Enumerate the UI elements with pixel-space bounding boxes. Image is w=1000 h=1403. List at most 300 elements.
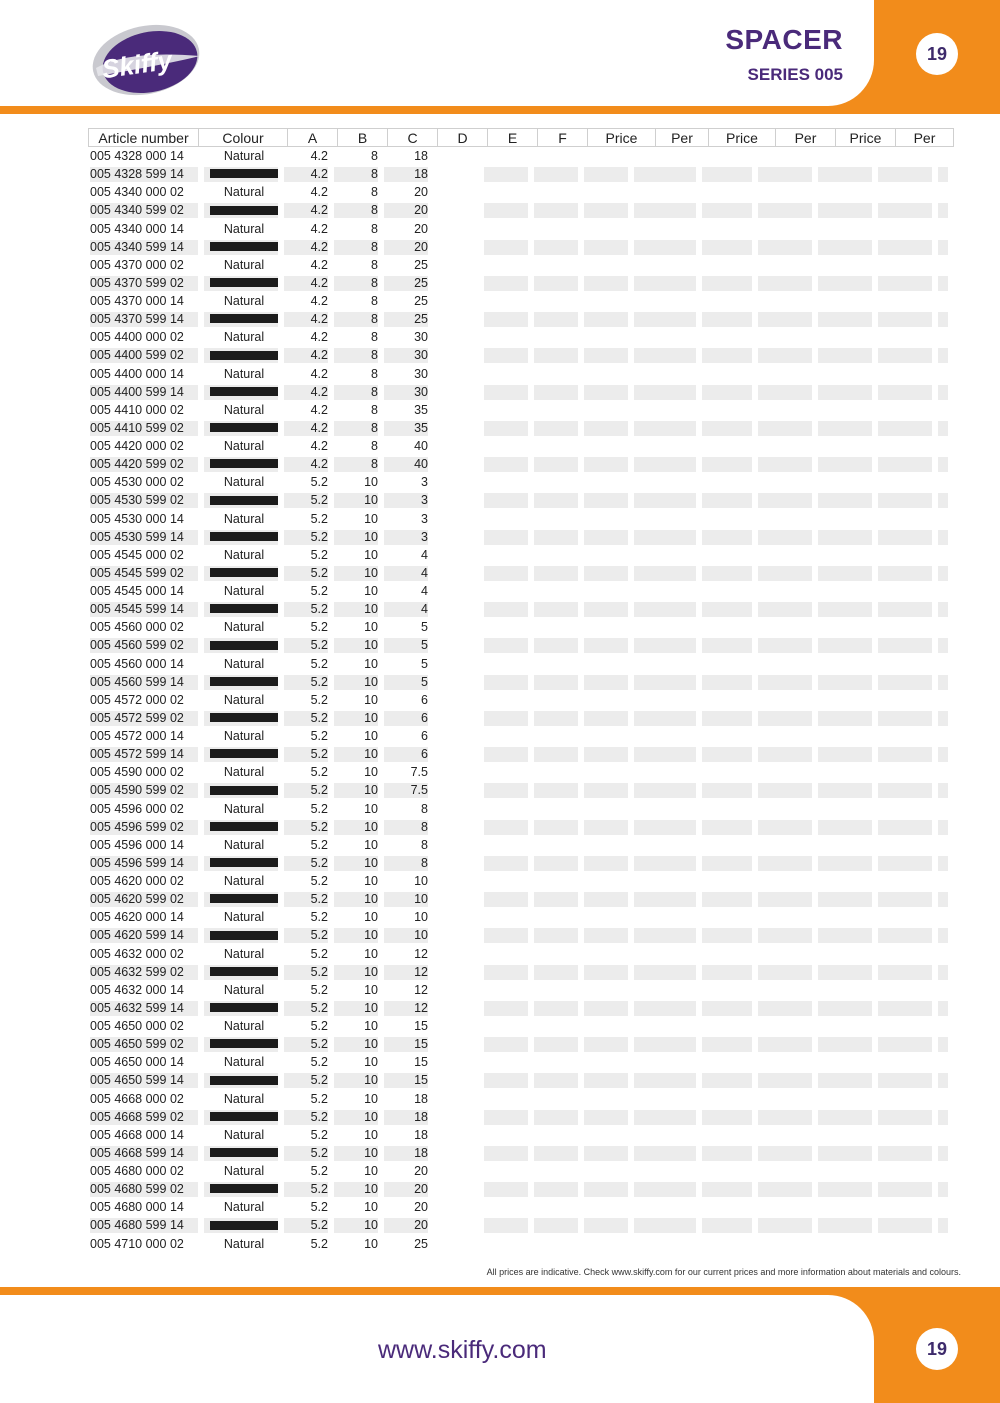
dimension-b: 8 bbox=[371, 185, 378, 200]
row-shading bbox=[878, 1037, 932, 1052]
row-shading bbox=[484, 928, 528, 943]
colour-cell: Natural bbox=[223, 366, 265, 381]
colour-cell: Natural bbox=[223, 294, 265, 308]
article-number: 005 4400 599 02 bbox=[90, 348, 184, 363]
row-shading bbox=[702, 675, 752, 690]
colour-cell: Natural bbox=[223, 1164, 265, 1178]
dimension-a: 5.2 bbox=[310, 493, 328, 508]
dimension-b: 8 bbox=[371, 221, 378, 236]
row-shading bbox=[584, 457, 628, 472]
row-shading bbox=[634, 203, 696, 218]
column-header: Price bbox=[587, 128, 655, 147]
row-shading bbox=[702, 1073, 752, 1088]
dimension-a: 4.2 bbox=[310, 439, 328, 453]
dimension-a: 5.2 bbox=[310, 964, 328, 979]
row-shading bbox=[634, 711, 696, 726]
row-shading bbox=[758, 348, 812, 363]
dimension-b: 10 bbox=[364, 602, 378, 617]
row-shading bbox=[534, 820, 578, 835]
row-shading bbox=[484, 1073, 528, 1088]
row-shading bbox=[584, 530, 628, 545]
black-colour-swatch bbox=[210, 931, 278, 940]
row-shading bbox=[634, 1182, 696, 1197]
column-header: C bbox=[387, 128, 437, 147]
column-header: Article number bbox=[88, 128, 198, 147]
colour-cell bbox=[206, 782, 282, 798]
dimension-b: 10 bbox=[364, 892, 378, 907]
dimension-b: 10 bbox=[364, 1073, 378, 1088]
dimension-b: 10 bbox=[364, 819, 378, 834]
colour-cell: Natural bbox=[223, 729, 265, 743]
article-number: 005 4545 000 02 bbox=[90, 547, 184, 562]
dimension-a: 5.2 bbox=[310, 783, 328, 798]
dimension-c: 5 bbox=[421, 620, 428, 635]
dimension-c: 7.5 bbox=[410, 783, 428, 798]
article-number: 005 4632 000 14 bbox=[90, 982, 184, 997]
dimension-c: 18 bbox=[414, 1109, 428, 1124]
article-number: 005 4530 000 02 bbox=[90, 475, 184, 490]
dimension-c: 18 bbox=[414, 167, 428, 182]
row-shading bbox=[484, 1146, 528, 1161]
dimension-c: 20 bbox=[414, 1218, 428, 1233]
row-shading bbox=[584, 566, 628, 581]
row-shading bbox=[758, 675, 812, 690]
row-shading bbox=[758, 1218, 812, 1233]
row-shading bbox=[484, 421, 528, 436]
row-shading bbox=[484, 348, 528, 363]
page-title: SPACER bbox=[725, 24, 843, 55]
colour-cell: Natural bbox=[223, 874, 265, 888]
row-shading bbox=[938, 566, 948, 581]
dimension-b: 10 bbox=[364, 982, 378, 997]
article-number: 005 4400 000 02 bbox=[90, 330, 184, 345]
colour-cell bbox=[206, 202, 282, 218]
row-shading bbox=[584, 1218, 628, 1233]
skiffy-logo bbox=[88, 20, 208, 100]
page-subtitle: SERIES 005 bbox=[747, 65, 843, 84]
row-shading bbox=[484, 747, 528, 762]
row-shading bbox=[938, 1110, 948, 1125]
colour-cell bbox=[206, 166, 282, 182]
dimension-b: 10 bbox=[364, 855, 378, 870]
dimension-b: 10 bbox=[364, 475, 378, 490]
dimension-b: 8 bbox=[371, 457, 378, 472]
article-number: 005 4596 599 02 bbox=[90, 819, 184, 834]
row-shading bbox=[938, 203, 948, 218]
row-shading bbox=[702, 566, 752, 581]
row-shading bbox=[758, 203, 812, 218]
dimension-a: 5.2 bbox=[310, 892, 328, 907]
article-number: 005 4545 599 14 bbox=[90, 602, 184, 617]
dimension-a: 5.2 bbox=[310, 1109, 328, 1124]
row-shading bbox=[818, 385, 872, 400]
row-shading bbox=[584, 892, 628, 907]
dimension-b: 8 bbox=[371, 275, 378, 290]
dimension-c: 20 bbox=[414, 1164, 428, 1178]
row-shading bbox=[484, 276, 528, 291]
dimension-c: 18 bbox=[414, 1127, 428, 1142]
colour-cell: Natural bbox=[223, 620, 265, 635]
row-shading bbox=[758, 892, 812, 907]
row-shading bbox=[938, 675, 948, 690]
dimension-b: 10 bbox=[364, 1037, 378, 1052]
colour-cell bbox=[206, 891, 282, 907]
dimension-b: 8 bbox=[371, 420, 378, 435]
row-shading bbox=[484, 1218, 528, 1233]
article-number: 005 4632 599 14 bbox=[90, 1000, 184, 1015]
row-shading bbox=[702, 820, 752, 835]
column-header: A bbox=[287, 128, 337, 147]
row-shading bbox=[484, 638, 528, 653]
row-shading bbox=[758, 928, 812, 943]
row-shading bbox=[584, 421, 628, 436]
dimension-a: 5.2 bbox=[310, 656, 328, 671]
dimension-a: 4.2 bbox=[310, 257, 328, 272]
article-number: 005 4340 000 02 bbox=[90, 185, 184, 200]
row-shading bbox=[878, 530, 932, 545]
row-shading bbox=[534, 348, 578, 363]
row-shading bbox=[758, 457, 812, 472]
row-shading bbox=[702, 711, 752, 726]
dimension-a: 4.2 bbox=[310, 294, 328, 308]
row-shading bbox=[938, 1146, 948, 1161]
dimension-a: 4.2 bbox=[310, 384, 328, 399]
row-shading bbox=[938, 638, 948, 653]
row-shading bbox=[584, 638, 628, 653]
dimension-a: 5.2 bbox=[310, 1073, 328, 1088]
row-shading bbox=[702, 1001, 752, 1016]
dimension-c: 15 bbox=[414, 1037, 428, 1052]
row-shading bbox=[878, 856, 932, 871]
dimension-a: 5.2 bbox=[310, 747, 328, 762]
dimension-c: 6 bbox=[421, 747, 428, 762]
colour-cell bbox=[206, 710, 282, 726]
row-shading bbox=[702, 602, 752, 617]
website-link[interactable]: www.skiffy.com bbox=[378, 1336, 547, 1364]
dimension-c: 5 bbox=[421, 674, 428, 689]
black-colour-swatch bbox=[210, 677, 278, 686]
dimension-c: 30 bbox=[414, 348, 428, 363]
dimension-c: 12 bbox=[414, 946, 428, 961]
row-shading bbox=[878, 167, 932, 182]
colour-cell: Natural bbox=[223, 547, 265, 562]
row-shading bbox=[938, 493, 948, 508]
dimension-b: 8 bbox=[371, 348, 378, 363]
row-shading bbox=[634, 1037, 696, 1052]
row-shading bbox=[534, 421, 578, 436]
colour-cell bbox=[206, 1109, 282, 1125]
row-shading bbox=[878, 203, 932, 218]
row-shading bbox=[938, 167, 948, 182]
row-shading bbox=[534, 928, 578, 943]
colour-cell bbox=[206, 420, 282, 436]
colour-cell bbox=[206, 1036, 282, 1052]
dimension-c: 4 bbox=[421, 602, 428, 617]
row-shading bbox=[534, 1037, 578, 1052]
row-shading bbox=[938, 856, 948, 871]
dimension-c: 20 bbox=[414, 185, 428, 200]
row-shading bbox=[758, 385, 812, 400]
dimension-a: 5.2 bbox=[310, 620, 328, 635]
row-shading bbox=[818, 892, 872, 907]
row-shading bbox=[534, 1001, 578, 1016]
dimension-a: 5.2 bbox=[310, 837, 328, 852]
dimension-c: 3 bbox=[421, 493, 428, 508]
dimension-a: 5.2 bbox=[310, 1236, 328, 1251]
row-shading bbox=[818, 820, 872, 835]
row-shading bbox=[702, 892, 752, 907]
column-header: Per bbox=[655, 128, 708, 147]
colour-cell: Natural bbox=[223, 584, 265, 598]
dimension-a: 5.2 bbox=[310, 529, 328, 544]
black-colour-swatch bbox=[210, 387, 278, 396]
row-shading bbox=[938, 348, 948, 363]
row-shading bbox=[878, 240, 932, 255]
row-shading bbox=[702, 1110, 752, 1125]
row-shading bbox=[758, 965, 812, 980]
row-shading bbox=[634, 1073, 696, 1088]
dimension-a: 4.2 bbox=[310, 348, 328, 363]
row-shading bbox=[878, 675, 932, 690]
row-shading bbox=[758, 711, 812, 726]
dimension-b: 10 bbox=[364, 511, 378, 526]
dimension-c: 20 bbox=[414, 221, 428, 236]
colour-cell bbox=[206, 746, 282, 762]
row-shading bbox=[584, 820, 628, 835]
colour-cell bbox=[206, 239, 282, 255]
dimension-c: 10 bbox=[414, 928, 428, 943]
row-shading bbox=[484, 675, 528, 690]
dimension-b: 10 bbox=[364, 1218, 378, 1233]
dimension-c: 7.5 bbox=[410, 765, 428, 780]
colour-cell: Natural bbox=[223, 982, 265, 997]
dimension-b: 10 bbox=[364, 1145, 378, 1160]
colour-cell: Natural bbox=[223, 221, 265, 236]
colour-cell: Natural bbox=[223, 1127, 265, 1142]
dimension-a: 5.2 bbox=[310, 1019, 328, 1033]
dimension-a: 4.2 bbox=[310, 167, 328, 182]
dimension-b: 10 bbox=[364, 1200, 378, 1215]
row-shading bbox=[758, 602, 812, 617]
colour-cell bbox=[206, 347, 282, 363]
row-shading bbox=[938, 457, 948, 472]
colour-cell bbox=[206, 601, 282, 617]
row-shading bbox=[584, 1001, 628, 1016]
dimension-b: 10 bbox=[364, 1000, 378, 1015]
black-colour-swatch bbox=[210, 894, 278, 903]
dimension-c: 35 bbox=[414, 420, 428, 435]
row-shading bbox=[818, 675, 872, 690]
dimension-a: 4.2 bbox=[310, 239, 328, 254]
row-shading bbox=[878, 1182, 932, 1197]
article-number: 005 4560 000 14 bbox=[90, 656, 184, 671]
article-number: 005 4668 599 14 bbox=[90, 1145, 184, 1160]
row-shading bbox=[818, 856, 872, 871]
colour-cell bbox=[206, 819, 282, 835]
article-number: 005 4572 599 02 bbox=[90, 710, 184, 725]
black-colour-swatch bbox=[210, 568, 278, 577]
column-header: F bbox=[537, 128, 587, 147]
dimension-b: 8 bbox=[371, 312, 378, 327]
dimension-c: 20 bbox=[414, 1200, 428, 1215]
article-number: 005 4420 000 02 bbox=[90, 439, 184, 453]
dimension-a: 5.2 bbox=[310, 638, 328, 653]
dimension-c: 40 bbox=[414, 439, 428, 453]
colour-cell bbox=[206, 565, 282, 581]
dimension-a: 4.2 bbox=[310, 312, 328, 327]
dimension-b: 10 bbox=[364, 529, 378, 544]
row-shading bbox=[584, 1146, 628, 1161]
article-number: 005 4545 599 02 bbox=[90, 565, 184, 580]
dimension-c: 3 bbox=[421, 475, 428, 490]
dimension-a: 5.2 bbox=[310, 1164, 328, 1178]
row-shading bbox=[878, 928, 932, 943]
dimension-c: 25 bbox=[414, 294, 428, 308]
dimension-b: 10 bbox=[364, 1019, 378, 1033]
colour-cell bbox=[206, 1072, 282, 1088]
black-colour-swatch bbox=[210, 169, 278, 178]
black-colour-swatch bbox=[210, 786, 278, 795]
black-colour-swatch bbox=[210, 858, 278, 867]
row-shading bbox=[758, 638, 812, 653]
dimension-a: 5.2 bbox=[310, 1000, 328, 1015]
row-shading bbox=[818, 167, 872, 182]
row-shading bbox=[584, 1037, 628, 1052]
article-number: 005 4596 599 14 bbox=[90, 855, 184, 870]
colour-cell: Natural bbox=[223, 475, 265, 490]
row-shading bbox=[534, 965, 578, 980]
row-shading bbox=[634, 1146, 696, 1161]
dimension-a: 5.2 bbox=[310, 565, 328, 580]
row-shading bbox=[758, 1073, 812, 1088]
dimension-a: 5.2 bbox=[310, 1145, 328, 1160]
dimension-b: 10 bbox=[364, 1127, 378, 1142]
black-colour-swatch bbox=[210, 459, 278, 468]
row-shading bbox=[702, 1182, 752, 1197]
article-number: 005 4620 599 02 bbox=[90, 892, 184, 907]
article-number: 005 4560 000 02 bbox=[90, 620, 184, 635]
column-header: B bbox=[337, 128, 387, 147]
dimension-b: 10 bbox=[364, 1055, 378, 1070]
column-header: Colour bbox=[198, 128, 287, 147]
row-shading bbox=[634, 167, 696, 182]
dimension-a: 5.2 bbox=[310, 710, 328, 725]
black-colour-swatch bbox=[210, 206, 278, 215]
row-shading bbox=[702, 1218, 752, 1233]
row-shading bbox=[534, 312, 578, 327]
colour-cell bbox=[206, 492, 282, 508]
row-shading bbox=[634, 312, 696, 327]
row-shading bbox=[484, 203, 528, 218]
article-number: 005 4596 000 02 bbox=[90, 801, 184, 816]
row-shading bbox=[818, 1001, 872, 1016]
row-shading bbox=[758, 1146, 812, 1161]
dimension-c: 25 bbox=[414, 312, 428, 327]
row-shading bbox=[534, 856, 578, 871]
dimension-c: 35 bbox=[414, 402, 428, 417]
row-shading bbox=[634, 892, 696, 907]
row-shading bbox=[818, 421, 872, 436]
dimension-a: 5.2 bbox=[310, 674, 328, 689]
article-number: 005 4370 000 02 bbox=[90, 257, 184, 272]
article-number: 005 4340 599 02 bbox=[90, 203, 184, 218]
article-number: 005 4572 000 14 bbox=[90, 729, 184, 743]
black-colour-swatch bbox=[210, 1003, 278, 1012]
row-shading bbox=[758, 566, 812, 581]
colour-cell bbox=[206, 1000, 282, 1016]
row-shading bbox=[818, 240, 872, 255]
row-shading bbox=[758, 820, 812, 835]
row-shading bbox=[938, 1218, 948, 1233]
row-shading bbox=[484, 167, 528, 182]
black-colour-swatch bbox=[210, 532, 278, 541]
black-colour-swatch bbox=[210, 1184, 278, 1193]
row-shading bbox=[584, 1073, 628, 1088]
colour-cell: Natural bbox=[223, 511, 265, 526]
row-shading bbox=[534, 675, 578, 690]
row-shading bbox=[702, 276, 752, 291]
row-shading bbox=[484, 892, 528, 907]
row-shading bbox=[534, 1146, 578, 1161]
row-shading bbox=[634, 566, 696, 581]
dimension-a: 5.2 bbox=[310, 1127, 328, 1142]
dimension-a: 4.2 bbox=[310, 185, 328, 200]
dimension-b: 10 bbox=[364, 1109, 378, 1124]
row-shading bbox=[634, 856, 696, 871]
dimension-c: 5 bbox=[421, 638, 428, 653]
row-shading bbox=[584, 493, 628, 508]
row-shading bbox=[484, 1037, 528, 1052]
row-shading bbox=[818, 1218, 872, 1233]
colour-cell bbox=[206, 637, 282, 653]
row-shading bbox=[702, 928, 752, 943]
article-number: 005 4370 599 02 bbox=[90, 275, 184, 290]
row-shading bbox=[818, 783, 872, 798]
dimension-c: 4 bbox=[421, 547, 428, 562]
dimension-c: 20 bbox=[414, 1182, 428, 1197]
colour-cell bbox=[206, 855, 282, 871]
article-number: 005 4530 000 14 bbox=[90, 511, 184, 526]
colour-cell: Natural bbox=[223, 656, 265, 671]
dimension-b: 8 bbox=[371, 167, 378, 182]
row-shading bbox=[584, 928, 628, 943]
column-header: D bbox=[437, 128, 487, 147]
row-shading bbox=[534, 167, 578, 182]
row-shading bbox=[938, 530, 948, 545]
row-shading bbox=[938, 711, 948, 726]
row-shading bbox=[818, 747, 872, 762]
row-shading bbox=[534, 711, 578, 726]
row-shading bbox=[818, 530, 872, 545]
article-number: 005 4590 000 02 bbox=[90, 765, 184, 780]
dimension-a: 5.2 bbox=[310, 1055, 328, 1070]
colour-cell bbox=[206, 384, 282, 400]
row-shading bbox=[938, 240, 948, 255]
dimension-c: 15 bbox=[414, 1055, 428, 1070]
row-shading bbox=[702, 240, 752, 255]
dimension-b: 10 bbox=[364, 1182, 378, 1197]
article-number: 005 4680 000 14 bbox=[90, 1200, 184, 1215]
dimension-a: 5.2 bbox=[310, 801, 328, 816]
row-shading bbox=[484, 820, 528, 835]
row-shading bbox=[758, 1037, 812, 1052]
dimension-a: 5.2 bbox=[310, 602, 328, 617]
row-shading bbox=[758, 167, 812, 182]
row-shading bbox=[938, 783, 948, 798]
row-shading bbox=[702, 167, 752, 182]
row-shading bbox=[484, 856, 528, 871]
row-shading bbox=[818, 711, 872, 726]
